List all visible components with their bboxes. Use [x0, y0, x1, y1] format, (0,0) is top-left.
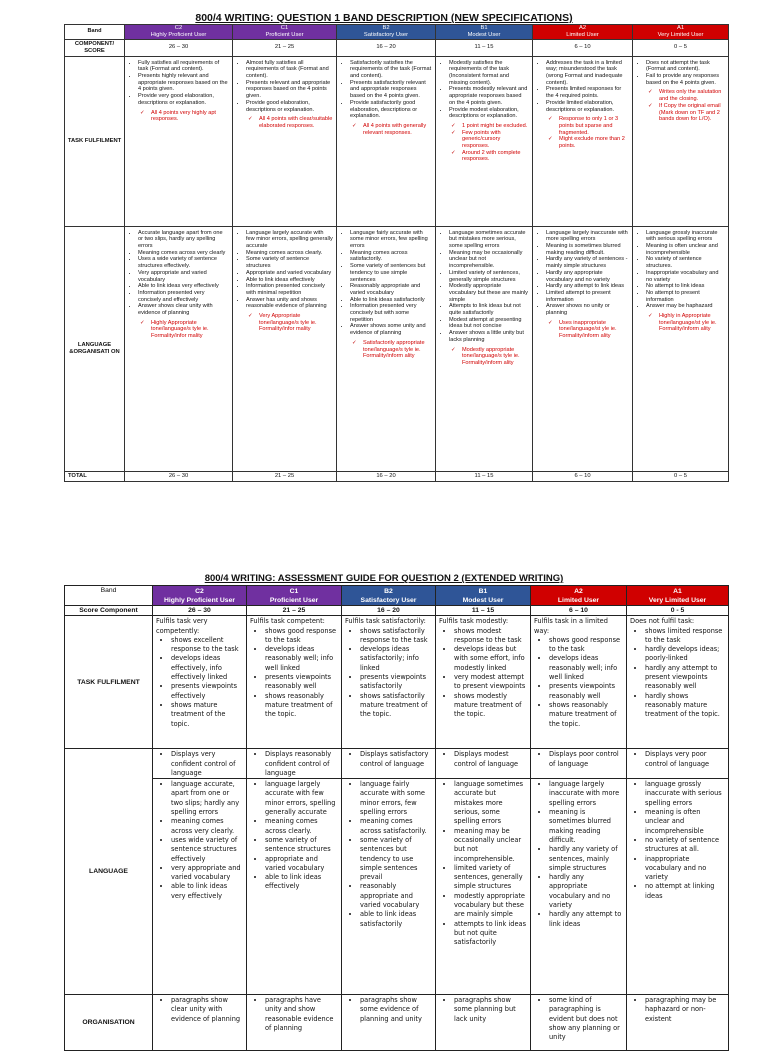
criterion-item: • Some variety of sentence structures: [246, 256, 333, 269]
criterion-item-list: [633, 57, 728, 87]
language-item: • uses wide variety of sentence structures effectively: [171, 836, 243, 864]
band-description-table: [64, 24, 729, 482]
criterion-item: • Presents highly relevant and appropriate responses based on the 4 points given.: [138, 73, 229, 93]
language-item: • meaning is often unclear and incomprehensible: [645, 808, 725, 836]
language-item: • meaning comes across very clearly.: [171, 817, 243, 836]
organisation-item-list: [342, 995, 435, 1024]
language-item-list: [153, 779, 246, 901]
criterion-item: • Hardly any attempt to link ideas: [546, 283, 629, 290]
criterion-item-list: [436, 227, 532, 344]
task-cell: [436, 616, 531, 749]
band-range: 6 – 10: [533, 39, 633, 56]
task-item: • presents viewpoints satisfactorily: [360, 673, 432, 692]
criterion-item: • Inappropriate vocabulary and no variety: [646, 270, 725, 283]
organisation-item-list: [627, 995, 728, 1024]
task-lead: Fulfils task satisfactorily:: [345, 617, 426, 626]
task-item: • shows good response to the task: [549, 636, 623, 655]
organisation-item-list: [153, 995, 246, 1024]
criterion-item: • Hardly any variety of sentences - mainly simple structures: [546, 256, 629, 269]
control-cell: [627, 749, 729, 779]
row-label-language: LANGUAGE: [65, 749, 153, 995]
language-item: • hardly any appropriate vocabulary and no variety: [549, 873, 623, 910]
task-item: • shows reasonably mature treatment of the topic.: [265, 692, 338, 720]
band-header-a1: A1 Very Limited User: [633, 25, 729, 40]
task-lead: Fulfils task very competently:: [156, 617, 208, 635]
criterion-item: • Presents modestly relevant and appropriate responses based on the 4 points given.: [449, 86, 529, 106]
band-range: 11 – 15: [436, 39, 533, 56]
assessment-guide-table: [64, 585, 729, 1051]
criterion-item: • Answer may be haphazard: [646, 303, 725, 310]
organisation-item: • paragraphs show some evidence of planning and unity: [360, 996, 432, 1024]
language-item: • able to link ideas very effectively: [171, 882, 243, 901]
band-cell: [436, 56, 533, 226]
organisation-item: • paragraphs show some planning but lack unity: [454, 996, 527, 1024]
check-note: ✓ All 4 points very highly apt responses.: [151, 110, 229, 123]
criterion-item-list: [533, 227, 632, 317]
organisation-cell: [436, 995, 531, 1051]
control-cell: [342, 749, 436, 779]
organisation-item-list: [247, 995, 341, 1033]
criterion-item: • Language grossly inaccurate with serious spelling errors: [646, 230, 725, 243]
criterion-item: • Able to link ideas effectively: [246, 277, 333, 284]
check-note: ✓ 1 point might be excluded.: [462, 123, 529, 130]
check-notes: [436, 344, 532, 367]
task-item: • shows satisfactorily mature treatment of the topic.: [360, 692, 432, 720]
criterion-item-list: [436, 57, 532, 120]
check-notes: [233, 310, 336, 333]
check-note: ✓ If Copy the original email (Mark down on TF and 2 bands down for L/O).: [659, 103, 725, 123]
band-range: 6 – 10: [533, 471, 633, 481]
row-label-task-fulfilment: TASK FULFILMENT: [65, 56, 125, 226]
language-item: • language sometimes accurate but mistakes more serious, some spelling errors: [454, 780, 527, 826]
task-item: • presents viewpoints reasonably well: [549, 682, 623, 701]
task-item: • hardly develops ideas; poorly-linked: [645, 645, 725, 664]
task-item: • shows modest response to the task: [454, 627, 527, 646]
criterion-item: • Modestly appropriate vocabulary but these are mainly simple: [449, 283, 529, 303]
band-cell: [533, 226, 633, 471]
task-item: • develops ideas reasonably well; info well linked: [265, 645, 338, 673]
control-item-list: [342, 749, 435, 769]
criterion-item: • Modestly satisfies the requirements of the task (Inconsistent format and missing content).: [449, 60, 529, 87]
criterion-item: • Answer shows no unity or planning: [546, 303, 629, 316]
band-header-b2: B2 Satisfactory User: [342, 586, 436, 606]
total-label: TOTAL: [65, 471, 125, 481]
language-item: • appropriate and varied vocabulary: [265, 855, 338, 874]
language-item: • hardly any variety of sentences, mainly simple structures: [549, 845, 623, 873]
check-note: ✓ Response to only 1 or 3 points but sparse and fragmented.: [559, 116, 629, 136]
control-item-list: [531, 749, 626, 769]
task-item-list: [531, 636, 626, 729]
criterion-item-list: [633, 227, 728, 310]
band-header-c1: C1 Proficient User: [247, 586, 342, 606]
band-range: 0 – 5: [633, 471, 729, 481]
language-item: • no variety of sentence structures at all.: [645, 836, 725, 855]
organisation-item-list: [531, 995, 626, 1042]
band-cell: [436, 226, 533, 471]
band-header-c1: C1 Proficient User: [233, 25, 337, 40]
language-item: • attempts to link ideas but not quite satisfactorily: [454, 920, 527, 948]
criterion-item: • Satisfactorily satisfies the requirements of the task (Format and content).: [350, 60, 432, 80]
check-note: ✓ Uses inappropriate tone/language/st yle ie. Formality/inform ality: [559, 320, 629, 340]
band-cell: [125, 226, 233, 471]
check-notes: [337, 120, 435, 136]
control-cell: [247, 749, 342, 779]
check-note: ✓ Modestly appropriate tone/language/s tyle ie. Formality/inform ality: [462, 347, 529, 367]
criterion-item: • Answer shows a little unity but lacks planning: [449, 330, 529, 343]
check-notes: [125, 317, 232, 340]
band-range: 26 – 30: [153, 606, 247, 616]
language-item: • language grossly inaccurate with serious spelling errors: [645, 780, 725, 808]
task-lead: Fulfils task modestly:: [439, 617, 509, 626]
criterion-item: • Accurate language apart from one or two slips, hardly any spelling errors: [138, 230, 229, 250]
task-item: • shows good response to the task: [265, 627, 338, 646]
band-cell: [633, 226, 729, 471]
control-cell: [153, 749, 247, 779]
task-cell: [627, 616, 729, 749]
language-item: • language largely accurate with few minor errors, spelling generally accurate: [265, 780, 338, 817]
criterion-item: • Almost fully satisfies all requirements of task (Format and content).: [246, 60, 333, 80]
organisation-item-list: [436, 995, 530, 1024]
language-item-list: [531, 779, 626, 929]
language-item-list: [436, 779, 530, 947]
criterion-item: • Provide good elaboration, descriptions or explanation.: [246, 100, 333, 113]
task-cell: [531, 616, 627, 749]
criterion-item: • Able to link ideas very effectively: [138, 283, 229, 290]
language-item: • no attempt at linking ideas: [645, 882, 725, 901]
language-cell: [627, 779, 729, 995]
row-label-organisation: ORGANISATION: [65, 995, 153, 1051]
language-organisation-row: [65, 226, 729, 471]
band-range: 16 – 20: [337, 39, 436, 56]
language-item: • meaning is sometimes blurred making reading difficult.: [549, 808, 623, 845]
criterion-item: • Presents satisfactorily relevant and appropriate responses based on the 4 points given.: [350, 80, 432, 100]
language-item: • language fairly accurate with some minor errors, few spelling errors: [360, 780, 432, 817]
band-range: 6 – 10: [531, 606, 627, 616]
control-item: • Displays reasonably confident control of language: [265, 750, 338, 778]
language-control-row: [65, 749, 729, 779]
table1-title: 800/4 WRITING: QUESTION 1 BAND DESCRIPTION (NEW SPECIFICATIONS): [195, 12, 573, 24]
task-item: • shows mature treatment of the topic.: [171, 701, 243, 729]
band-cell: [337, 226, 436, 471]
check-notes: [533, 317, 632, 340]
organisation-cell: [153, 995, 247, 1051]
band-range: 26 – 30: [125, 39, 233, 56]
criterion-item: • No attempt to link ideas: [646, 283, 725, 290]
criterion-item: • Uses a wide variety of sentence structures effectively.: [138, 256, 229, 269]
language-item: • meaning comes across clearly.: [265, 817, 338, 836]
task-item: • presents viewpoints reasonably well: [265, 673, 338, 692]
criterion-item: • Able to link ideas satisfactorily: [350, 297, 432, 304]
criterion-item: • Meaning comes across clearly.: [246, 250, 333, 257]
criterion-item: • Presents limited responses for the 4 required points.: [546, 86, 629, 99]
band-cell: [233, 226, 337, 471]
criterion-item: • Language fairly accurate with some minor errors, few spelling errors: [350, 230, 432, 250]
control-item: • Displays very poor control of language: [645, 750, 725, 769]
task-lead: Fulfils task competent:: [250, 617, 325, 626]
band-range: 21 – 25: [247, 606, 342, 616]
language-item: • language accurate, apart from one or two slips; hardly any spelling errors: [171, 780, 243, 817]
task-item: • shows reasonably mature treatment of the topic.: [549, 701, 623, 729]
control-cell: [531, 749, 627, 779]
criterion-item: • Meaning may be occasionally unclear but not incomprehensible.: [449, 250, 529, 270]
row-label-task-fulfilment: TASK FULFILMENT: [65, 616, 153, 749]
criterion-item: • Presents relevant and appropriate responses based on the 4 points given.: [246, 80, 333, 100]
component-score-label: COMPONENT/ SCORE: [65, 39, 125, 56]
language-item: • reasonably appropriate and varied vocabulary: [360, 882, 432, 910]
language-item: • inappropriate vocabulary and no variety: [645, 855, 725, 883]
language-item: • limited variety of sentences, generally simple structures: [454, 864, 527, 892]
criterion-item: • Answer has unity and shows reasonable evidence of planning: [246, 297, 333, 310]
task-item: • develops ideas effectively, info effectively linked: [171, 654, 243, 682]
task-item-list: [436, 627, 530, 720]
organisation-cell: [247, 995, 342, 1051]
task-item-list: [247, 627, 341, 720]
criterion-item: • Language largely accurate with few minor errors, spelling generally accurate: [246, 230, 333, 250]
check-note: ✓ Writes only the salutation and the closing.: [659, 89, 725, 102]
band-cell: [633, 56, 729, 226]
criterion-item: • Answer shows clear unity with evidence of planning: [138, 303, 229, 316]
language-cell: [153, 779, 247, 995]
task-item-list: [627, 627, 728, 720]
check-notes: [633, 310, 728, 333]
language-item: • able to link ideas satisfactorily: [360, 910, 432, 929]
task-item-list: [153, 636, 246, 729]
check-notes: [533, 113, 632, 150]
language-item: • some variety of sentences but tendency to use simple sentences prevail: [360, 836, 432, 882]
criterion-item: • Limited attempt to present information: [546, 290, 629, 303]
check-note: ✓ Highly Appropriate tone/language/s tyle ie. Formality/infor mality: [151, 320, 229, 340]
band-header-b1: B1 Modest User: [436, 25, 533, 40]
band-header-c2: C2 Highly Proficient User: [153, 586, 247, 606]
control-item-list: [436, 749, 530, 769]
band-range: 21 – 25: [233, 39, 337, 56]
language-item: • language largely inaccurate with more spelling errors: [549, 780, 623, 808]
language-item-list: [247, 779, 341, 892]
criterion-item: • Very appropriate and varied vocabulary: [138, 270, 229, 283]
language-item: • able to link ideas effectively: [265, 873, 338, 892]
task-item: • develops ideas reasonably well; info well linked: [549, 654, 623, 682]
band-label: Band: [65, 586, 153, 606]
task-item: • develops ideas satisfactorily; info linked: [360, 645, 432, 673]
criterion-item: • Modest attempt at presenting ideas but not concise: [449, 317, 529, 330]
task-cell: [247, 616, 342, 749]
task-fulfilment-row: [65, 616, 729, 749]
criterion-item: • Appropriate and varied vocabulary: [246, 270, 333, 277]
band-range: 0 - 5: [627, 606, 729, 616]
organisation-cell: [531, 995, 627, 1051]
criterion-item: • Information presented very concisely but with some repetition: [350, 303, 432, 323]
task-item: • hardly any attempt to present viewpoints reasonably well: [645, 664, 725, 692]
control-item-list: [153, 749, 246, 778]
language-item: • meaning comes across satisfactorily.: [360, 817, 432, 836]
task-item: • develops ideas but with some effort, info modestly linked: [454, 645, 527, 673]
band-cell: [337, 56, 436, 226]
check-notes: [337, 337, 435, 360]
criterion-item: • No attempt to present information: [646, 290, 725, 303]
criterion-item: • Fail to provide any responses based on the 4 points given.: [646, 73, 725, 86]
language-item-list: [342, 779, 435, 929]
task-item: • hardly shows reasonably mature treatment of the topic.: [645, 692, 725, 720]
task-item: • shows satisfactorily response to the task: [360, 627, 432, 646]
language-detail-row: [65, 779, 729, 995]
criterion-item: • Provide satisfactorily good elaboration, descriptions or explanation.: [350, 100, 432, 120]
check-note: ✓ All 4 points with clear/suitable elaborated responses.: [259, 116, 333, 129]
task-cell: [342, 616, 436, 749]
band-header-a2: A2 Limited User: [531, 586, 627, 606]
control-item-list: [627, 749, 728, 769]
check-note: ✓ Very Appropriate tone/language/s tyle ie. Formality/infor mality: [259, 313, 333, 333]
band-range: 21 – 25: [233, 471, 337, 481]
language-cell: [342, 779, 436, 995]
band-header-b1: B1 Modest User: [436, 586, 531, 606]
language-item: • some variety of sentence structures: [265, 836, 338, 855]
criterion-item: • Language largely inaccurate with more spelling errors: [546, 230, 629, 243]
criterion-item: • Provide very good elaboration, descriptions or explanation.: [138, 93, 229, 106]
control-item-list: [247, 749, 341, 778]
criterion-item: • Meaning is often unclear and incomprehensible: [646, 243, 725, 256]
criterion-item: • Meaning is sometimes blurred making reading difficult.: [546, 243, 629, 256]
criterion-item-list: [125, 57, 232, 107]
band-cell: [125, 56, 233, 226]
criterion-item-list: [233, 227, 336, 310]
check-note: ✓ Satisfactorily appropriate tone/language/s tyle ie. Formality/inform ality: [363, 340, 432, 360]
criterion-item-list: [125, 227, 232, 317]
task-item: • presents viewpoints effectively: [171, 682, 243, 701]
language-item-list: [627, 779, 728, 901]
band-range: 26 – 30: [125, 471, 233, 481]
band-cell: [533, 56, 633, 226]
language-item: • very appropriate and varied vocabulary: [171, 864, 243, 883]
total-row: [65, 471, 729, 481]
task-item: • very modest attempt to present viewpoints: [454, 673, 527, 692]
organisation-cell: [627, 995, 729, 1051]
organisation-item: • paragraphing may be haphazard or non-existent: [645, 996, 725, 1024]
criterion-item: • Does not attempt the task (Format and content).: [646, 60, 725, 73]
criterion-item: • Hardly any appropriate vocabulary and no variety: [546, 270, 629, 283]
row-label-language-organisation: LANGUAGE &ORGANISATI ON: [65, 226, 125, 471]
band-range: 11 – 15: [436, 471, 533, 481]
task-cell: [153, 616, 247, 749]
criterion-item-list: [233, 57, 336, 114]
criterion-item: • Information presented very concisely and effectively: [138, 290, 229, 303]
language-cell: [531, 779, 627, 995]
task-fulfilment-row: [65, 56, 729, 226]
language-item: • meaning may be occasionally unclear but not incomprehensible.: [454, 827, 527, 864]
task-lead: Fulfils task in a limited way:: [534, 617, 608, 635]
check-notes: [436, 120, 532, 163]
check-note: ✓ Around 2 with complete responses.: [462, 150, 529, 163]
criterion-item-list: [533, 57, 632, 114]
band-header-a1: A1 Very Limited User: [627, 586, 729, 606]
criterion-item: • Meaning comes across satisfactorily.: [350, 250, 432, 263]
organisation-item: • paragraphs have unity and show reasonable evidence of planning: [265, 996, 338, 1033]
task-lead: Does not fulfil task:: [630, 617, 695, 626]
score-component-label: Score Component: [65, 606, 153, 616]
check-note: ✓ Few points with generic/cursory responses.: [462, 130, 529, 150]
criterion-item: • Language sometimes accurate but mistakes more serious, some spelling errors: [449, 230, 529, 250]
language-item: • modestly appropriate vocabulary but these are mainly simple: [454, 892, 527, 920]
table2-title: 800/4 WRITING: ASSESSMENT GUIDE FOR QUESTION 2 (EXTENDED WRITING): [204, 573, 564, 584]
check-note: ✓ All 4 points with generally relevant responses.: [363, 123, 432, 136]
band-cell: [233, 56, 337, 226]
criterion-item: • Limited variety of sentences, generally simple structures: [449, 270, 529, 283]
check-notes: [233, 113, 336, 129]
criterion-item: • Addresses the task in a limited way; misunderstood the task (wrong Format and inadequate content).: [546, 60, 629, 87]
criterion-item: • Fully satisfies all requirements of task (Format and content).: [138, 60, 229, 73]
task-item: • shows limited response to the task: [645, 627, 725, 646]
band-range: 16 – 20: [337, 471, 436, 481]
criterion-item: • Reasonably appropriate and varied vocabulary: [350, 283, 432, 296]
task-item-list: [342, 627, 435, 720]
organisation-item: • paragraphs show clear unity with evidence of planning: [171, 996, 243, 1024]
control-cell: [436, 749, 531, 779]
task-item: • shows excellent response to the task: [171, 636, 243, 655]
control-item: • Displays satisfactory control of language: [360, 750, 432, 769]
control-item: • Displays poor control of language: [549, 750, 623, 769]
language-cell: [247, 779, 342, 995]
organisation-item: • some kind of paragraphing is evident but does not show any planning or unity: [549, 996, 623, 1042]
band-label: Band: [65, 25, 125, 40]
criterion-item: • No variety of sentence structures.: [646, 256, 725, 269]
band-range: 16 – 20: [342, 606, 436, 616]
band-range: 0 – 5: [633, 39, 729, 56]
control-item: • Displays very confident control of language: [171, 750, 243, 778]
language-cell: [436, 779, 531, 995]
criterion-item: • Some variety of sentences but tendency to use simple sentences: [350, 263, 432, 283]
check-note: ✓ Might exclude more than 2 points.: [559, 136, 629, 149]
criterion-item: • Provide limited elaboration, descriptions or explanation.: [546, 100, 629, 113]
criterion-item-list: [337, 227, 435, 337]
language-item: • hardly any attempt to link ideas: [549, 910, 623, 929]
band-range: 11 – 15: [436, 606, 531, 616]
band-header-c2: C2 Highly Proficient User: [125, 25, 233, 40]
task-item: • shows modestly mature treatment of the topic.: [454, 692, 527, 720]
check-notes: [125, 107, 232, 123]
check-note: ✓ Highly in Appropriate tone/language/st yle ie. Formality/inform ality: [659, 313, 725, 333]
criterion-item: • Information presented concisely with minimal repetition: [246, 283, 333, 296]
criterion-item-list: [337, 57, 435, 120]
organisation-cell: [342, 995, 436, 1051]
band-header-a2: A2 Limited User: [533, 25, 633, 40]
control-item: • Displays modest control of language: [454, 750, 527, 769]
criterion-item: • Answer shows some unity and evidence of planning: [350, 323, 432, 336]
check-notes: [633, 86, 728, 123]
criterion-item: • Provide modest elaboration, descriptions or explanation.: [449, 107, 529, 120]
band-header-b2: B2 Satisfactory User: [337, 25, 436, 40]
organisation-row: [65, 995, 729, 1051]
criterion-item: • Meaning comes across very clearly: [138, 250, 229, 257]
criterion-item: • Attempts to link ideas but not quite satisfactorily: [449, 303, 529, 316]
